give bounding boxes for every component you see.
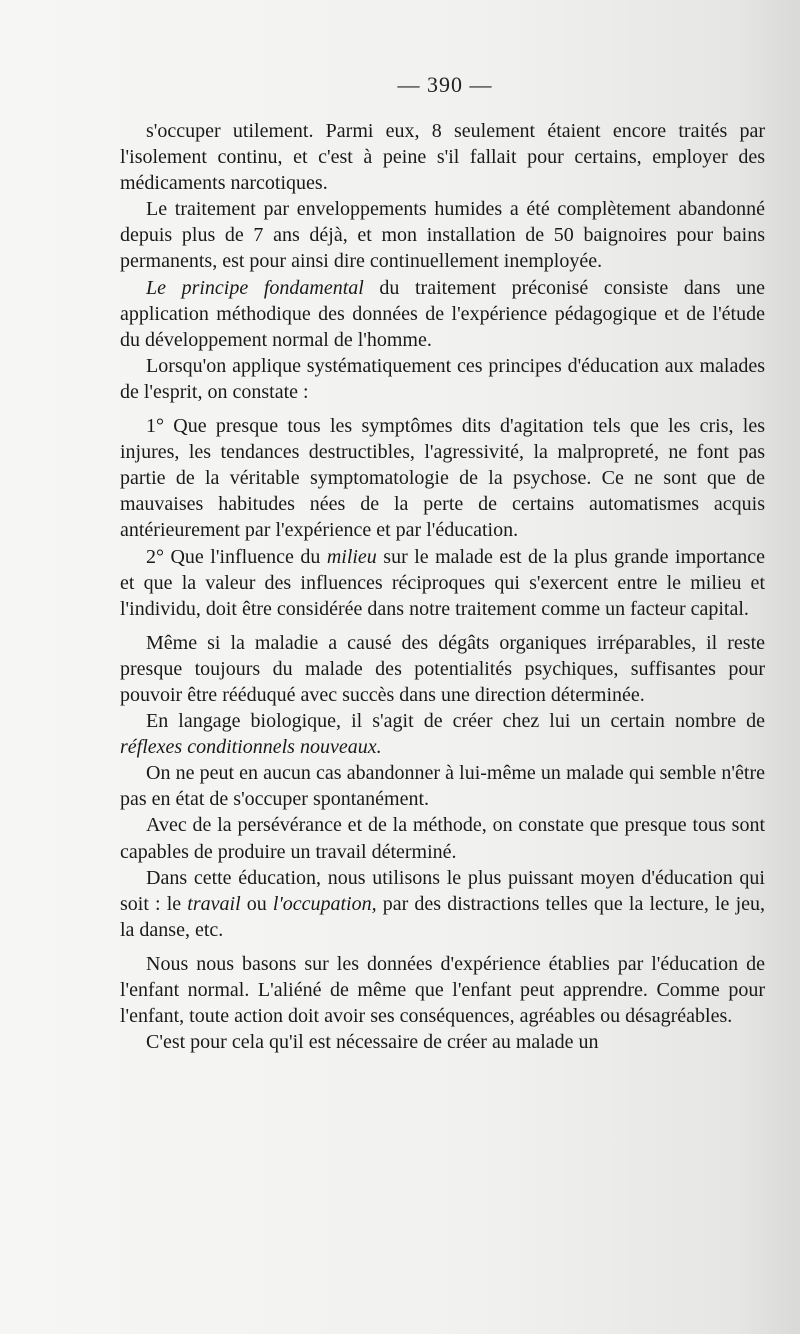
text-run: par des distractions telles que la lecture, le jeu, la danse, etc. xyxy=(120,892,765,941)
text-run: Avec de la persévérance et de la méthode, on constate que presque tous sont capables de produire un travail déterminé. xyxy=(120,814,765,863)
paragraph-p8 xyxy=(120,708,765,760)
italic-text: travail xyxy=(187,892,241,915)
italic-text: milieu xyxy=(326,545,377,568)
paragraph-p13 xyxy=(120,1029,765,1055)
paragraph-p12 xyxy=(120,951,765,1029)
body-text xyxy=(120,118,765,1055)
text-run: Dans cette éducation, nous utilisons le plus puissant moyen d'éducation qui soit : le xyxy=(120,866,765,915)
italic-text: Le principe fondamental xyxy=(146,276,364,299)
paragraph-p4 xyxy=(120,353,765,405)
paragraph-p11 xyxy=(120,865,765,943)
text-run: Le traitement par enveloppements humides a été complètement abandonné depuis plus de 7 ans déjà, et mon installation de 50 baignoires pour bains permanents, est pour ainsi dire continuellement inemployée. xyxy=(120,198,765,273)
text-run: Même si la maladie a causé des dégâts organiques irréparables, il reste presque toujours du malade des potentialités psychiques, suffisantes pour pouvoir être rééduqué avec succès dans une direction déterminée. xyxy=(120,631,765,706)
paragraph-p7 xyxy=(120,630,765,708)
paragraph-p10 xyxy=(120,812,765,864)
text-run: ou xyxy=(240,892,273,915)
italic-text: réflexes conditionnels nouveaux. xyxy=(120,736,382,759)
paragraph-p1 xyxy=(120,118,765,196)
paragraph-p5 xyxy=(120,413,765,543)
text-run: Lorsqu'on applique systématiquement ces principes d'éducation aux malades de l'esprit, on constate : xyxy=(120,354,765,403)
text-run: 2° Que l'influence du xyxy=(146,545,327,568)
text-run: du traitement préconisé consiste dans une application méthodique des données de l'expérience pédagogique et de l'étude du développement normal de l'homme. xyxy=(120,276,765,351)
italic-text: l'occupation, xyxy=(272,892,377,915)
text-run: s'occuper utilement. Parmi eux, 8 seulement étaient encore traités par l'isolement continu, et c'est à peine s'il fallait pour certains, employer des médicaments narcotiques. xyxy=(120,120,765,195)
paragraph-p2 xyxy=(120,196,765,274)
text-run: 1° Que presque tous les symptômes dits d'agitation tels que les cris, les injures, les tendances destructibles, l'agressivité, la malpropreté, ne font pas partie de la véritable symptomatologie de la psychose. Ce ne sont que de mauvaises habitudes nées de la perte de certains automatismes acquis antérieurement par l'expérience et par l'éducation. xyxy=(120,415,765,542)
paragraph-p9 xyxy=(120,760,765,812)
page-number: — 390 — xyxy=(397,72,493,97)
text-run: En langage biologique, il s'agit de créer chez lui un certain nombre de xyxy=(146,710,765,733)
text-run: C'est pour cela qu'il est nécessaire de créer au malade un xyxy=(146,1031,599,1054)
text-run: On ne peut en aucun cas abandonner à lui-même un malade qui semble n'être pas en état de s'occuper spontanément. xyxy=(120,762,765,811)
text-run: sur le malade est de la plus grande importance et que la valeur des influences réciproques qui s'exercent entre le milieu et l'individu, doit être considérée dans notre traitement comme un facteur capital. xyxy=(120,545,765,620)
text-run: Nous nous basons sur les données d'expérience établies par l'éducation de l'enfant normal. L'aliéné de même que l'enfant peut apprendre. Comme pour l'enfant, toute action doit avoir ses conséquences, agréables ou désagréables. xyxy=(120,952,765,1028)
paragraph-p6 xyxy=(120,544,765,622)
paragraph-p3 xyxy=(120,275,765,353)
